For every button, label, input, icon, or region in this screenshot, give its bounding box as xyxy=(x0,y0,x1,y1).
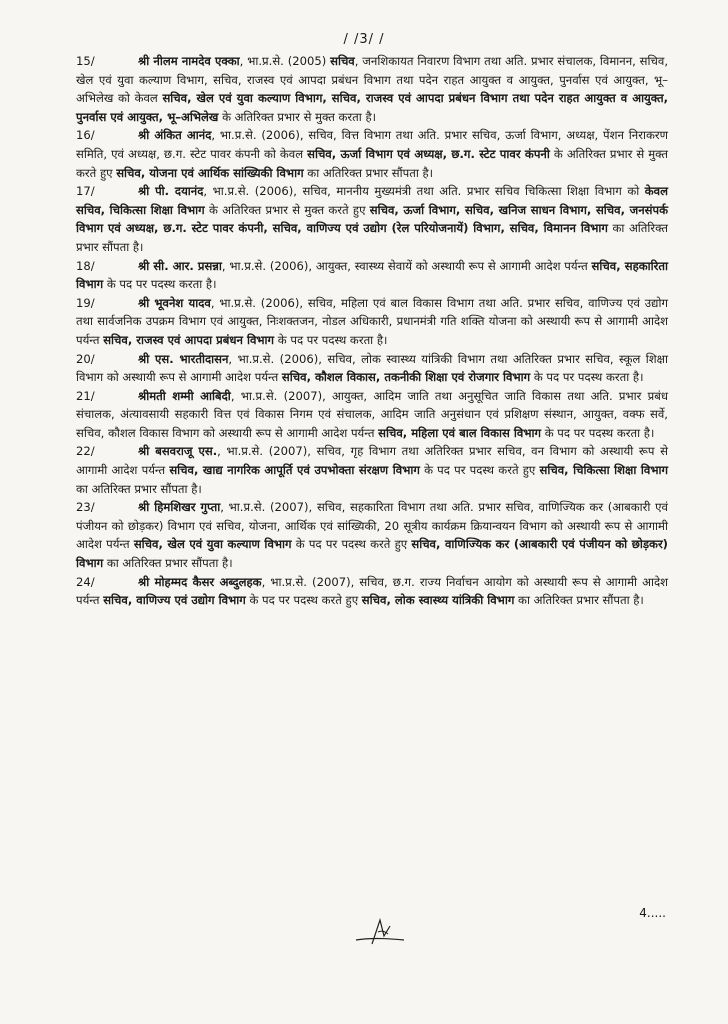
order-item xyxy=(76,294,668,350)
body-text: के पद पर पदस्थ करता है। xyxy=(541,425,655,440)
body-text: , जनशिकायत निवारण विभाग तथा अति. प्रभार संचालक, विमानन, सचिव, खेल एवं युवा कल्याण विभाग, सचिव, राजस्व एवं आपदा प्रबंधन विभाग तथा पदेन राहत आयुक्त व आयुक्त, पुनर्वास एवं आयुक्त, भू–अभिलेख को केवल xyxy=(76,54,669,106)
order-paragraph xyxy=(76,257,668,294)
order-paragraph xyxy=(76,442,668,498)
item-number: 15/ xyxy=(76,54,95,68)
body-text: के पद पर पदस्थ करते हुए xyxy=(419,463,540,478)
body-text: , भा.प्र.से. (2007), सचिव, सहकारिता विभाग तथा अति. प्रभार सचिव, वाणिज्यिक कर (आबकारी एवं पंजीयन को छोड़कर) विभाग एवं सचिव, योजना, आर्थिक एवं सांख्यिकी, 20 सूत्रीय कार्यक्रम क्रियान्वयन विभाग को अस्थायी रूप से आगामी आदेश पर्यन्त xyxy=(76,500,668,552)
body-text: , भा.प्र.से. (2006), सचिव, महिला एवं बाल विकास विभाग तथा अति. प्रभार सचिव, वाणिज्य एवं उद्योग तथा सार्वजनिक उपक्रम विभाग एवं आयुक्त, निःशक्तजन, नोडल अधिकारी, प्रधानमंत्री गति शक्ति योजना को अस्थायी रूप से आगामी आदेश पर्यन्त xyxy=(76,295,668,347)
body-text: , भा.प्र.से. (2007), आयुक्त, आदिम जाति तथा अनुसूचित जाति विकास तथा अति. प्रभार प्रबंध संचालक, अंत्यावसायी सहकारी वित्त एवं विकास निगम एवं संचालक, आदिम जाति अनुसंधान एवं प्रशिक्षण संस्थान, आयुक्त, वक्फ सर्वे, सचिव, कौशल विकास विभाग को अस्थायी रूप से आगामी आदेश पर्यन्त xyxy=(76,388,668,440)
order-item xyxy=(76,350,668,387)
order-paragraph xyxy=(76,350,668,387)
body-text: के पद पर पदस्थ करता है। xyxy=(103,277,217,292)
bold-text: श्री बसवराजू एस. xyxy=(138,444,218,459)
bold-text: सचिव, ऊर्जा विभाग, सचिव, खनिज साधन विभाग, सचिव, जनसंपर्क विभाग एवं अध्यक्ष, छ.ग. स्टेट पावर कंपनी, सचिव, वाणिज्य एवं उद्योग (रेल परियोजनायें) विभाग, सचिव, विमानन विभाग xyxy=(76,202,669,236)
body-text: , भा.प्र.से. (2006), आयुक्त, स्वास्थ्य सेवायें को अस्थायी रूप से आगामी आदेश पर्यन्त xyxy=(221,258,592,273)
order-item xyxy=(76,257,668,294)
order-paragraph xyxy=(76,498,668,572)
item-number: 22/ xyxy=(76,444,95,459)
order-paragraph xyxy=(76,126,668,182)
bold-text: सचिव, योजना एवं आर्थिक सांख्यिकी विभाग xyxy=(116,165,304,180)
order-list xyxy=(76,52,668,610)
bold-text: श्री नीलम नामदेव एक्का xyxy=(138,54,240,68)
body-text: के अतिरिक्त प्रभार से मुक्त करता है। xyxy=(218,109,377,124)
body-text: , भा.प्र.से. (2007), सचिव, छ.ग. राज्य निर्वाचन आयोग को अस्थायी रूप से आगामी आदेश पर्यन्त xyxy=(76,574,668,608)
body-text: के अतिरिक्त प्रभार से मुक्त करते हुए xyxy=(204,202,370,217)
body-text: , भा.प्र.से. (2005) xyxy=(239,54,331,68)
body-text: का अतिरिक्त प्रभार सौंपता है। xyxy=(514,593,644,608)
order-paragraph xyxy=(76,294,668,350)
body-text: का अतिरिक्त प्रभार सौंपता है। xyxy=(103,556,233,571)
bold-text: सचिव, राजस्व एवं आपदा प्रबंधन विभाग xyxy=(103,332,275,347)
body-text: के पद पर पदस्थ करते हुए xyxy=(245,593,362,608)
order-paragraph xyxy=(76,387,668,443)
order-paragraph xyxy=(76,573,668,610)
bold-text: सचिव, लोक स्वास्थ्य यांत्रिकी विभाग xyxy=(361,593,515,608)
order-paragraph xyxy=(76,182,668,256)
order-paragraph xyxy=(76,52,668,126)
body-text: का अतिरिक्त प्रभार सौंपता है। xyxy=(76,481,202,496)
bold-text: सचिव, वाणिज्यिक कर (आबकारी एवं पंजीयन को छोड़कर) विभाग xyxy=(76,537,668,571)
body-text: , भा.प्र.से. (2006), सचिव, लोक स्वास्थ्य यांत्रिकी विभाग तथा अतिरिक्त प्रभार सचिव, स्कूल शिक्षा विभाग को अस्थायी रूप से आगामी आदेश पर्यन्त xyxy=(76,351,668,385)
body-text: , भा.प्र.से. (2006), सचिव, माननीय मुख्यमंत्री तथा अति. प्रभार सचिव चिकित्सा शिक्षा विभाग को xyxy=(203,184,645,199)
bold-text: श्री मोहम्मद कैसर अब्दुलहक xyxy=(138,574,262,589)
order-item xyxy=(76,182,668,256)
signature-mark xyxy=(350,914,410,948)
item-number: 17/ xyxy=(76,184,95,199)
item-number: 19/ xyxy=(76,295,95,310)
body-text: के पद पर पदस्थ करता है। xyxy=(274,332,388,347)
item-number: 20/ xyxy=(76,351,95,366)
item-number: 24/ xyxy=(76,574,95,589)
bold-text: सचिव, ऊर्जा विभाग एवं अध्यक्ष, छ.ग. स्टेट पावर कंपनी xyxy=(307,146,550,161)
item-number: 21/ xyxy=(76,388,95,403)
body-text: का अतिरिक्त प्रभार सौंपता है। xyxy=(303,165,434,180)
body-text: का अतिरिक्त प्रभार सौंपता है। xyxy=(76,221,668,254)
body-text: , भा.प्र.से. (2007), सचिव, गृह विभाग तथा अतिरिक्त प्रभार सचिव, वन विभाग को अस्थायी रूप से आगामी आदेश पर्यन्त xyxy=(76,444,668,478)
bold-text: सचिव, वाणिज्य एवं उद्योग विभाग xyxy=(103,593,246,608)
order-item xyxy=(76,573,668,610)
item-number: 18/ xyxy=(76,258,95,273)
bold-text: श्रीमती शम्मी आबिदी xyxy=(138,388,231,403)
bold-text: केवल सचिव, चिकित्सा शिक्षा विभाग xyxy=(76,184,668,217)
bold-text: सचिव, खाद्य नागरिक आपूर्ति एवं उपभोक्ता संरक्षण विभाग xyxy=(169,463,420,478)
bold-text: श्री भूवनेश यादव xyxy=(138,295,211,310)
continued-page-marker: 4..... xyxy=(639,906,666,920)
bold-text: श्री अंकित आनंद xyxy=(138,128,212,143)
bold-text: सचिव, खेल एवं युवा कल्याण विभाग, सचिव, राजस्व एवं आपदा प्रबंधन विभाग तथा पदेन राहत आयुक्त व आयुक्त, पुनर्वास एवं आयुक्त, भू–अभिलेख xyxy=(76,91,668,124)
bold-text: सचिव, सहकारिता विभाग xyxy=(76,258,668,292)
item-number: 23/ xyxy=(76,500,95,515)
order-item xyxy=(76,498,668,572)
order-item xyxy=(76,52,668,126)
order-item xyxy=(76,442,668,498)
bold-text: सचिव, चिकित्सा शिक्षा विभाग xyxy=(539,463,669,478)
body-text: के पद पर पदस्थ करता है। xyxy=(530,370,644,385)
bold-text: श्री सी. आर. प्रसन्ना xyxy=(138,258,222,273)
page-number: / /3/ / xyxy=(343,32,385,47)
bold-text: सचिव, कौशल विकास, तकनीकी शिक्षा एवं रोजगार विभाग xyxy=(281,370,531,385)
body-text: , भा.प्र.से. (2006), सचिव, वित्त विभाग तथा अति. प्रभार सचिव, ऊर्जा विभाग, अध्यक्ष, पेंशन निराकरण समिति, एवं अध्यक्ष, छ.ग. स्टेट पावर कंपनी को केवल xyxy=(76,128,668,161)
bold-text: सचिव, खेल एवं युवा कल्याण विभाग xyxy=(133,537,292,552)
order-item xyxy=(76,387,668,443)
body-text: के अतिरिक्त प्रभार से मुक्त करते हुए xyxy=(76,146,669,180)
order-item xyxy=(76,126,668,182)
bold-text: श्री पी. दयानंद xyxy=(138,184,204,199)
bold-text: श्री एस. भारतीदासन xyxy=(138,351,229,366)
body-text: के पद पर पदस्थ करते हुए xyxy=(291,537,412,552)
item-number: 16/ xyxy=(76,128,95,143)
bold-text: सचिव, महिला एवं बाल विकास विभाग xyxy=(378,425,542,440)
bold-text: श्री हिमशिखर गुप्ता xyxy=(138,500,221,515)
bold-text: सचिव xyxy=(330,54,355,68)
